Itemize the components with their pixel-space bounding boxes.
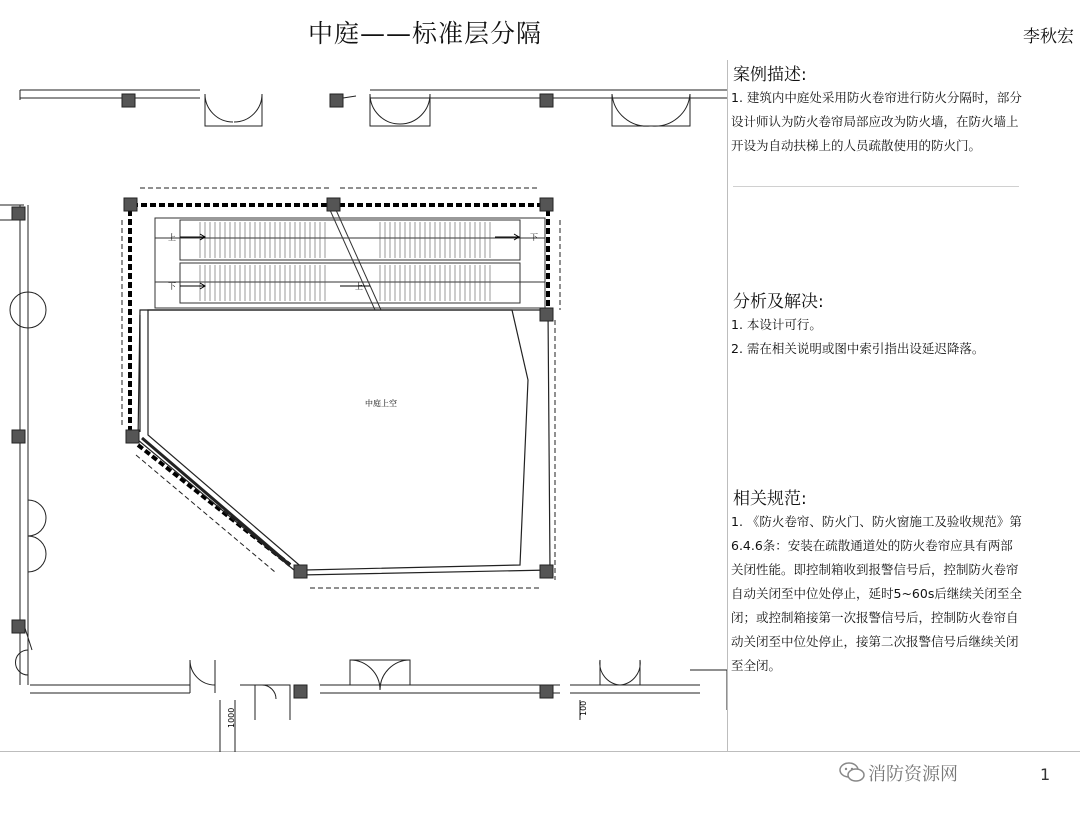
code-item: 1. 《防火卷帘、防火门、防火窗施工及验收规范》第6.4.6条：安装在疏散通道处的防火卷帘应具有两部关闭性能。即控制箱收到报警信号后，控制防火卷帘自动关闭至中位处停止，延时5~60s后继续关闭至全闭；或控制箱接第一次报警信号后，控制防火卷帘自动关闭至中位处停止，接第二次报警信号后继续关闭至全闭。 [731,514,1022,673]
analysis-heading: 分析及解决: [733,292,824,312]
atrium-label: 中庭上空 [365,399,397,408]
escalator-down-label-2: 下 [168,282,176,291]
escalator-down-label: 下 [530,233,538,242]
floor-plan-drawing [0,60,727,752]
case-description-heading: 案例描述: [733,65,807,85]
panel-divider [727,60,728,752]
related-code-heading: 相关规范: [733,489,807,509]
dimension-label-2: 100 [579,700,588,716]
wechat-icon [838,760,866,784]
page-number: 1 [1040,765,1051,784]
case-item: 1. 建筑内中庭处采用防火卷帘进行防火分隔时，部分设计师认为防火卷帘局部应改为防火墙，在防火墙上开设为自动扶梯上的人员疏散使用的防火门。 [731,90,1022,153]
page-title: 中庭——标准层分隔 [307,19,542,48]
escalator-up-label: 上 [168,233,176,242]
analysis-item: 2. 需在相关说明或图中索引指出设延迟降落。 [731,341,985,356]
related-code-body [731,510,1023,678]
analysis-item: 1. 本设计可行。 [731,317,822,332]
dimension-label: 1000 [227,707,236,728]
author-name: 李秋宏 [1023,27,1074,47]
watermark-text: 消防资源网 [868,764,958,785]
escalator-up-label-2: 上 [355,282,363,291]
section-separator [733,186,1019,187]
analysis-body [731,313,1023,361]
case-description-body [731,86,1023,158]
